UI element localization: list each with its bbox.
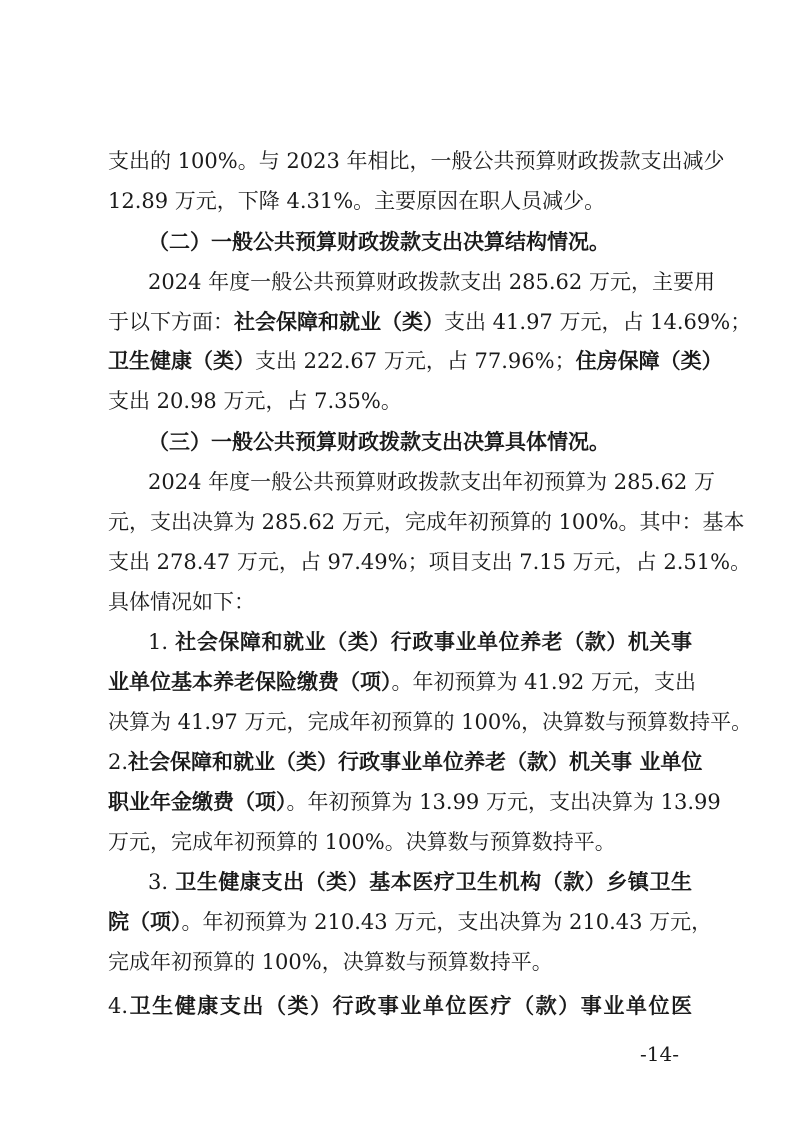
text-line: 职业年金缴费（项）。年初预算为 13.99 万元，支出决算为 13.99 [108,790,721,814]
text-line: 万元，完成年初预算的 100%。决算数与预算数持平。 [108,830,616,854]
text-line: 2.社会保障和就业（类）行政事业单位养老（款）机关事 业单位 [108,750,703,774]
section-heading-3: （三）一般公共预算财政拨款支出决算具体情况。 [148,430,610,454]
text-line: 支出 278.47 万元，占 97.49%；项目支出 7.15 万元，占 2.51%。 [108,550,752,574]
text-line: 业单位基本养老保险缴费（项）。年初预算为 41.92 万元，支出 [108,670,696,694]
text-line: 卫生健康（类）支出 222.67 万元，占 77.96%；住房保障（类） [108,349,723,373]
text-line: 支出的 100%。与 2023 年相比，一般公共预算财政拨款支出减少 [108,149,725,173]
text-line: 院（项）。年初预算为 210.43 万元，支出决算为 210.43 万元， [108,910,713,934]
text-line: 决算为 41.97 万元，完成年初预算的 100%，决算数与预算数持平。 [108,710,753,734]
text-line: 12.89 万元，下降 4.31%。主要原因在职人员减少。 [108,189,606,213]
text-line: 元，支出决算为 285.62 万元，完成年初预算的 100%。其中：基本 [108,510,745,534]
page-number: -14- [640,1042,679,1066]
text-line: 支出 20.98 万元，占 7.35%。 [108,389,402,413]
text-line: 完成年初预算的 100%，决算数与预算数持平。 [108,950,553,974]
text-line: 4.卫生健康支出（类）行政事业单位医疗（款）事业单位医 [108,994,692,1018]
section-heading-2: （二）一般公共预算财政拨款支出决算结构情况。 [148,230,610,254]
text-line: 3. 卫生健康支出（类）基本医疗卫生机构（款）乡镇卫生 [148,870,692,894]
text-line: 2024 年度一般公共预算财政拨款支出 285.62 万元，主要用 [148,270,715,294]
text-line: 具体情况如下： [108,590,255,614]
text-line: 1. 社会保障和就业（类）行政事业单位养老（款）机关事 [148,630,692,654]
text-line: 2024 年度一般公共预算财政拨款支出年初预算为 285.62 万 [148,470,715,494]
text-line: 于以下方面：社会保障和就业（类）支出 41.97 万元，占 14.69%； [108,310,752,334]
